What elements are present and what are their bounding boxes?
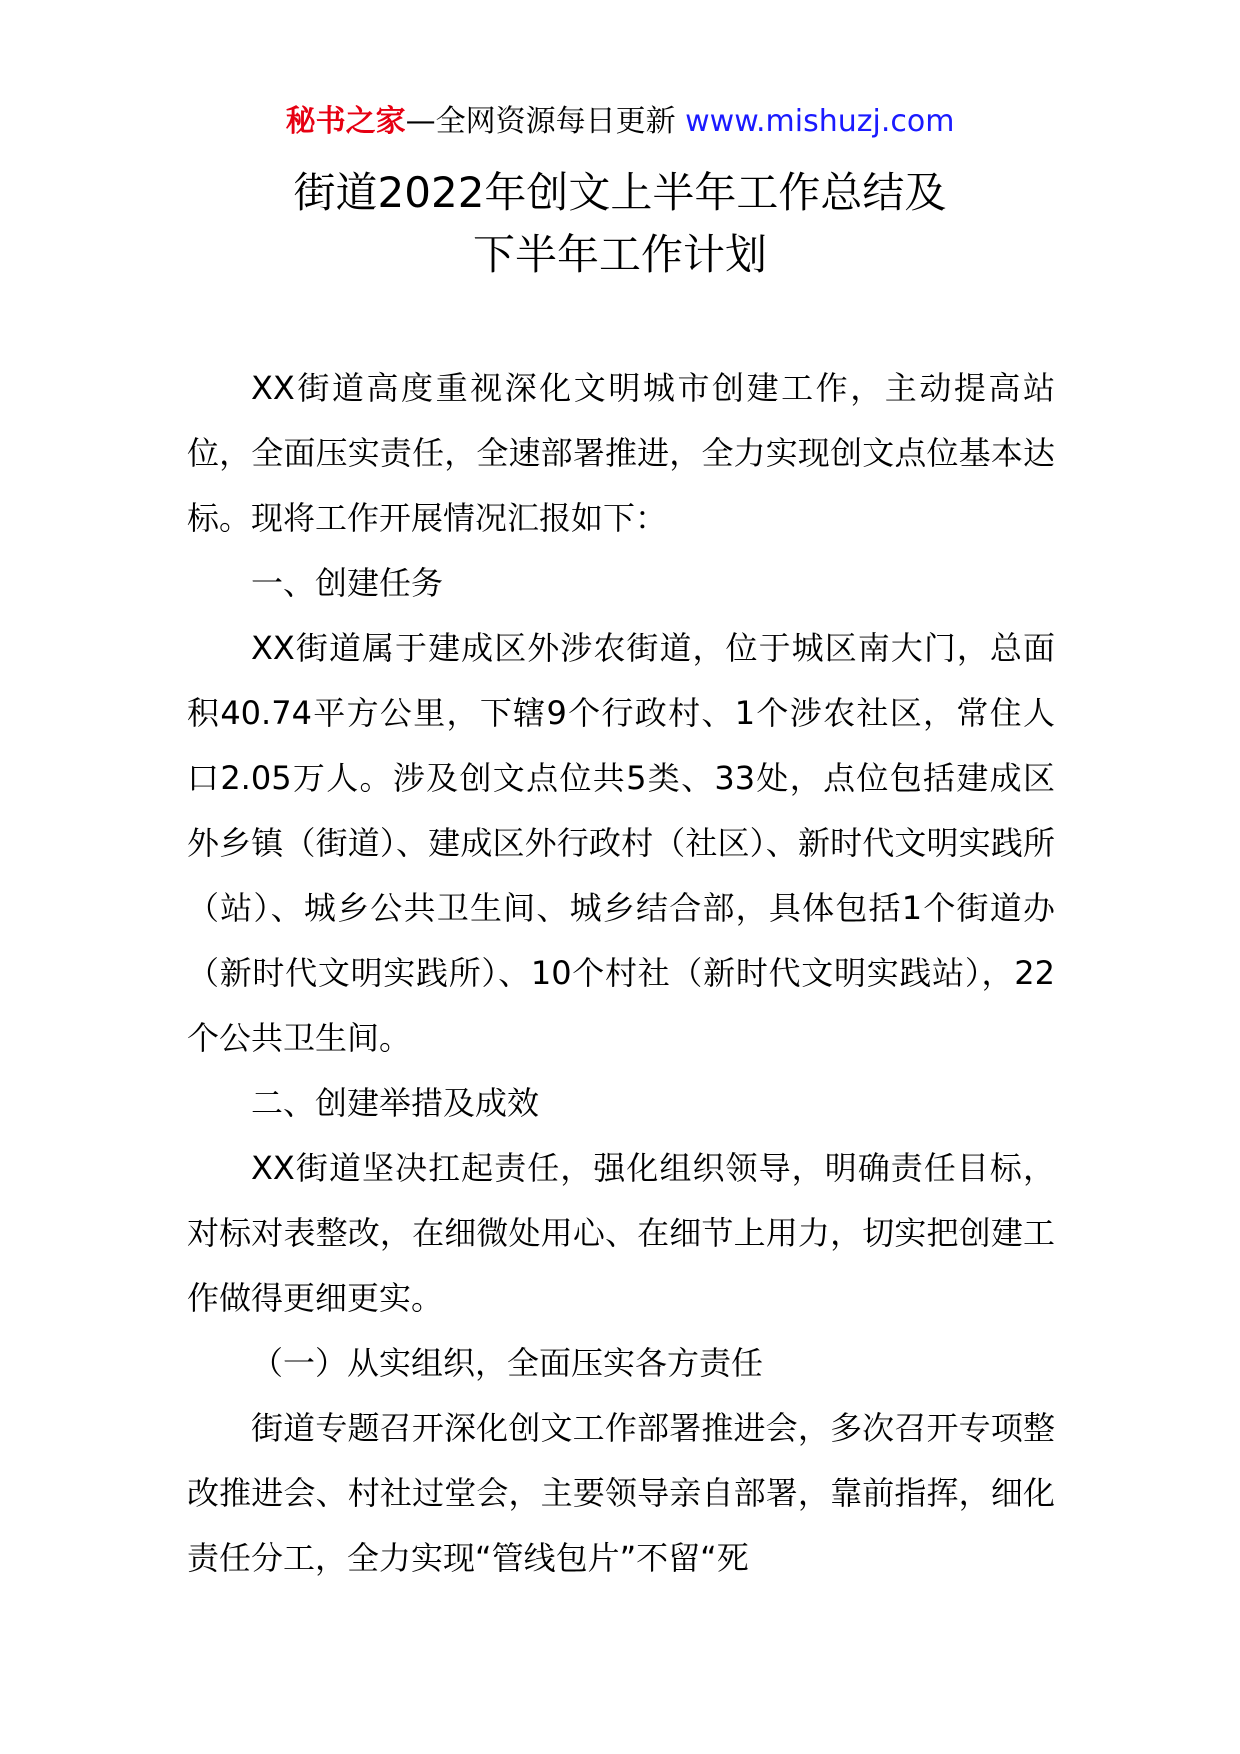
tasks-paragraph: XX街道属于建成区外涉农街道，位于城区南大门，总面积40.74平方公里，下辖9个行政村、1个涉农社区，常住人口2.05万人。涉及创文点位共5类、33处，点位包括建成区外乡镇（街道）、建成区外行政村（社区）、新时代文明实践所（站）、城乡公共卫生间、城乡结合部，具体包括1个街道办（新时代文明实践所）、10个村社（新时代文明实践站），22个公共卫生间。 [187, 629, 1055, 1057]
site-header [0, 102, 1240, 142]
section-heading-measures: 二、创建举措及成效 [251, 1084, 540, 1122]
site-url-link[interactable]: www.mishuzj.com [685, 104, 955, 139]
document-body [187, 356, 1055, 1591]
document-title [0, 162, 1240, 286]
section-heading-tasks: 一、创建任务 [251, 564, 444, 602]
site-slogan: —全网资源每日更新 [405, 104, 686, 139]
subsection-heading-organization: （一）从实组织，全面压实各方责任 [251, 1344, 764, 1382]
organization-paragraph: 街道专题召开深化创文工作部署推进会，多次召开专项整改推进会、村社过堂会，主要领导亲自部署，靠前指挥，细化责任分工，全力实现“管线包片”不留“死 [187, 1409, 1055, 1577]
title-line-1: 街道2022年创文上半年工作总结及 [293, 168, 947, 217]
title-line-2: 下半年工作计划 [472, 230, 767, 279]
site-brand: 秘书之家 [285, 104, 406, 139]
measures-paragraph: XX街道坚决扛起责任，强化组织领导，明确责任目标，对标对表整改，在细微处用心、在细节上用力，切实把创建工作做得更细更实。 [187, 1149, 1055, 1317]
intro-paragraph: XX街道高度重视深化文明城市创建工作，主动提高站位，全面压实责任，全速部署推进，全力实现创文点位基本达标。现将工作开展情况汇报如下： [187, 369, 1055, 537]
